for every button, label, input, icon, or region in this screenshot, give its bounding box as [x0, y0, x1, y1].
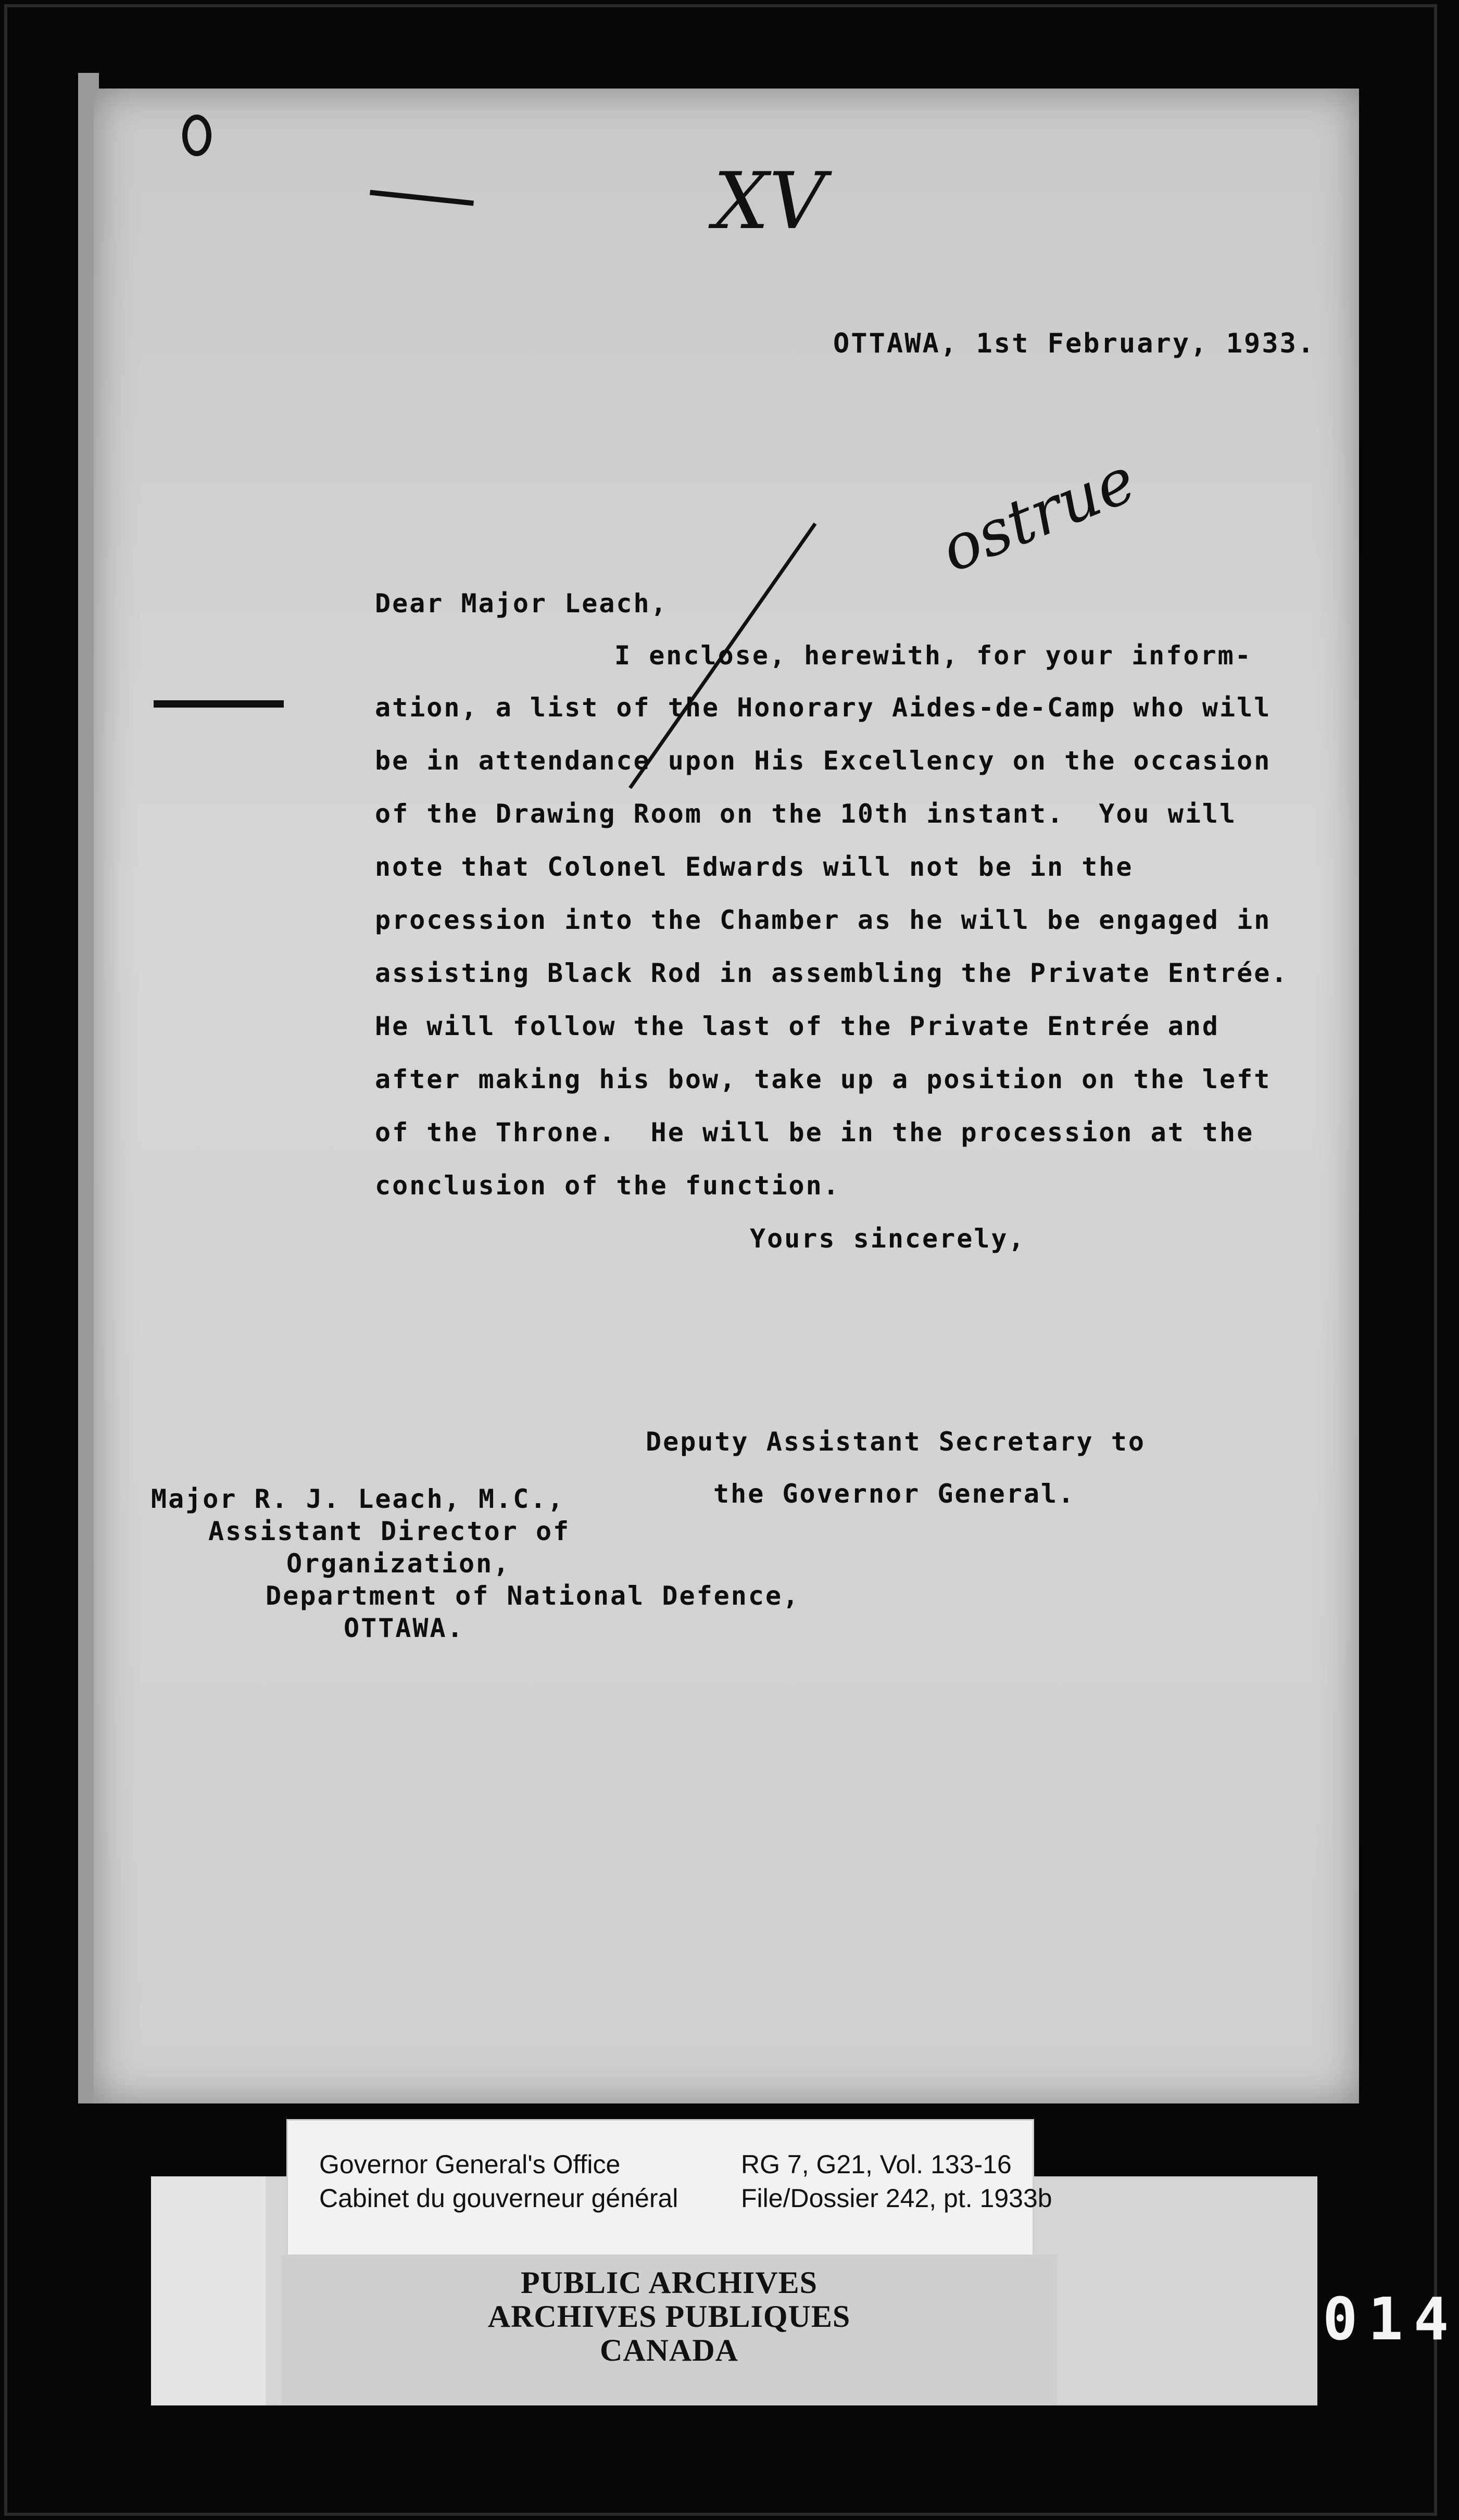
reference-label — [286, 2119, 1052, 2258]
body-line: procession into the Chamber as he will be engaged in — [375, 905, 1272, 935]
recipient-line: Major R. J. Leach, M.C., — [151, 1484, 565, 1514]
signature-title: Deputy Assistant Secretary to — [646, 1427, 1146, 1457]
body-line: He will follow the last of the Private Entrée and — [375, 1011, 1220, 1041]
body-line: after making his bow, take up a position on the left — [375, 1064, 1272, 1094]
body-line: assisting Black Rod in assembling the Private Entrée. — [375, 958, 1289, 988]
frame-number: 014 — [1323, 2286, 1459, 2353]
body-line: of the Throne. He will be in the procession at the — [375, 1117, 1254, 1148]
archive-strip-tab — [151, 2176, 266, 2405]
recipient-line: Organization, — [286, 1548, 511, 1579]
body-line: note that Colonel Edwards will not be in the — [375, 852, 1134, 882]
margin-mark — [154, 700, 284, 708]
body-line: ation, a list of the Honorary Aides-de-Camp who will — [375, 692, 1272, 723]
recipient-line: OTTAWA. — [344, 1613, 464, 1643]
archive-stamp — [281, 2254, 1057, 2405]
body-line: of the Drawing Room on the 10th instant. You will — [375, 799, 1237, 829]
office-english: Governor General's Office — [319, 2150, 621, 2179]
closing: Yours sincerely, — [750, 1224, 1026, 1254]
body-line: I enclose, herewith, for your inform- — [614, 640, 1252, 671]
pencil-dash — [370, 190, 474, 206]
archive-line: CANADA — [600, 2333, 738, 2367]
salutation: Dear Major Leach, — [375, 588, 668, 619]
letter-page — [94, 89, 1359, 2103]
archive-line: PUBLIC ARCHIVES — [520, 2265, 818, 2300]
signature-title: the Governor General. — [713, 1479, 1076, 1509]
annotation-mark: XV — [713, 156, 826, 247]
reference-volume: RG 7, G21, Vol. 133-16 — [741, 2150, 1012, 2179]
archive-line: ARCHIVES PUBLIQUES — [487, 2299, 851, 2334]
handwritten-note: ostrue — [931, 444, 1146, 587]
body-line: be in attendance upon His Excellency on the occasion — [375, 746, 1272, 776]
body-line: conclusion of the function. — [375, 1170, 840, 1201]
recipient-line: Department of National Defence, — [266, 1581, 800, 1611]
reference-file: File/Dossier 242, pt. 1933b — [741, 2184, 1052, 2213]
recipient-line: Assistant Director of — [208, 1516, 571, 1546]
place-date: OTTAWA, 1st February, 1933. — [833, 328, 1316, 359]
office-french: Cabinet du gouverneur général — [319, 2184, 678, 2213]
page-mark — [182, 115, 211, 156]
